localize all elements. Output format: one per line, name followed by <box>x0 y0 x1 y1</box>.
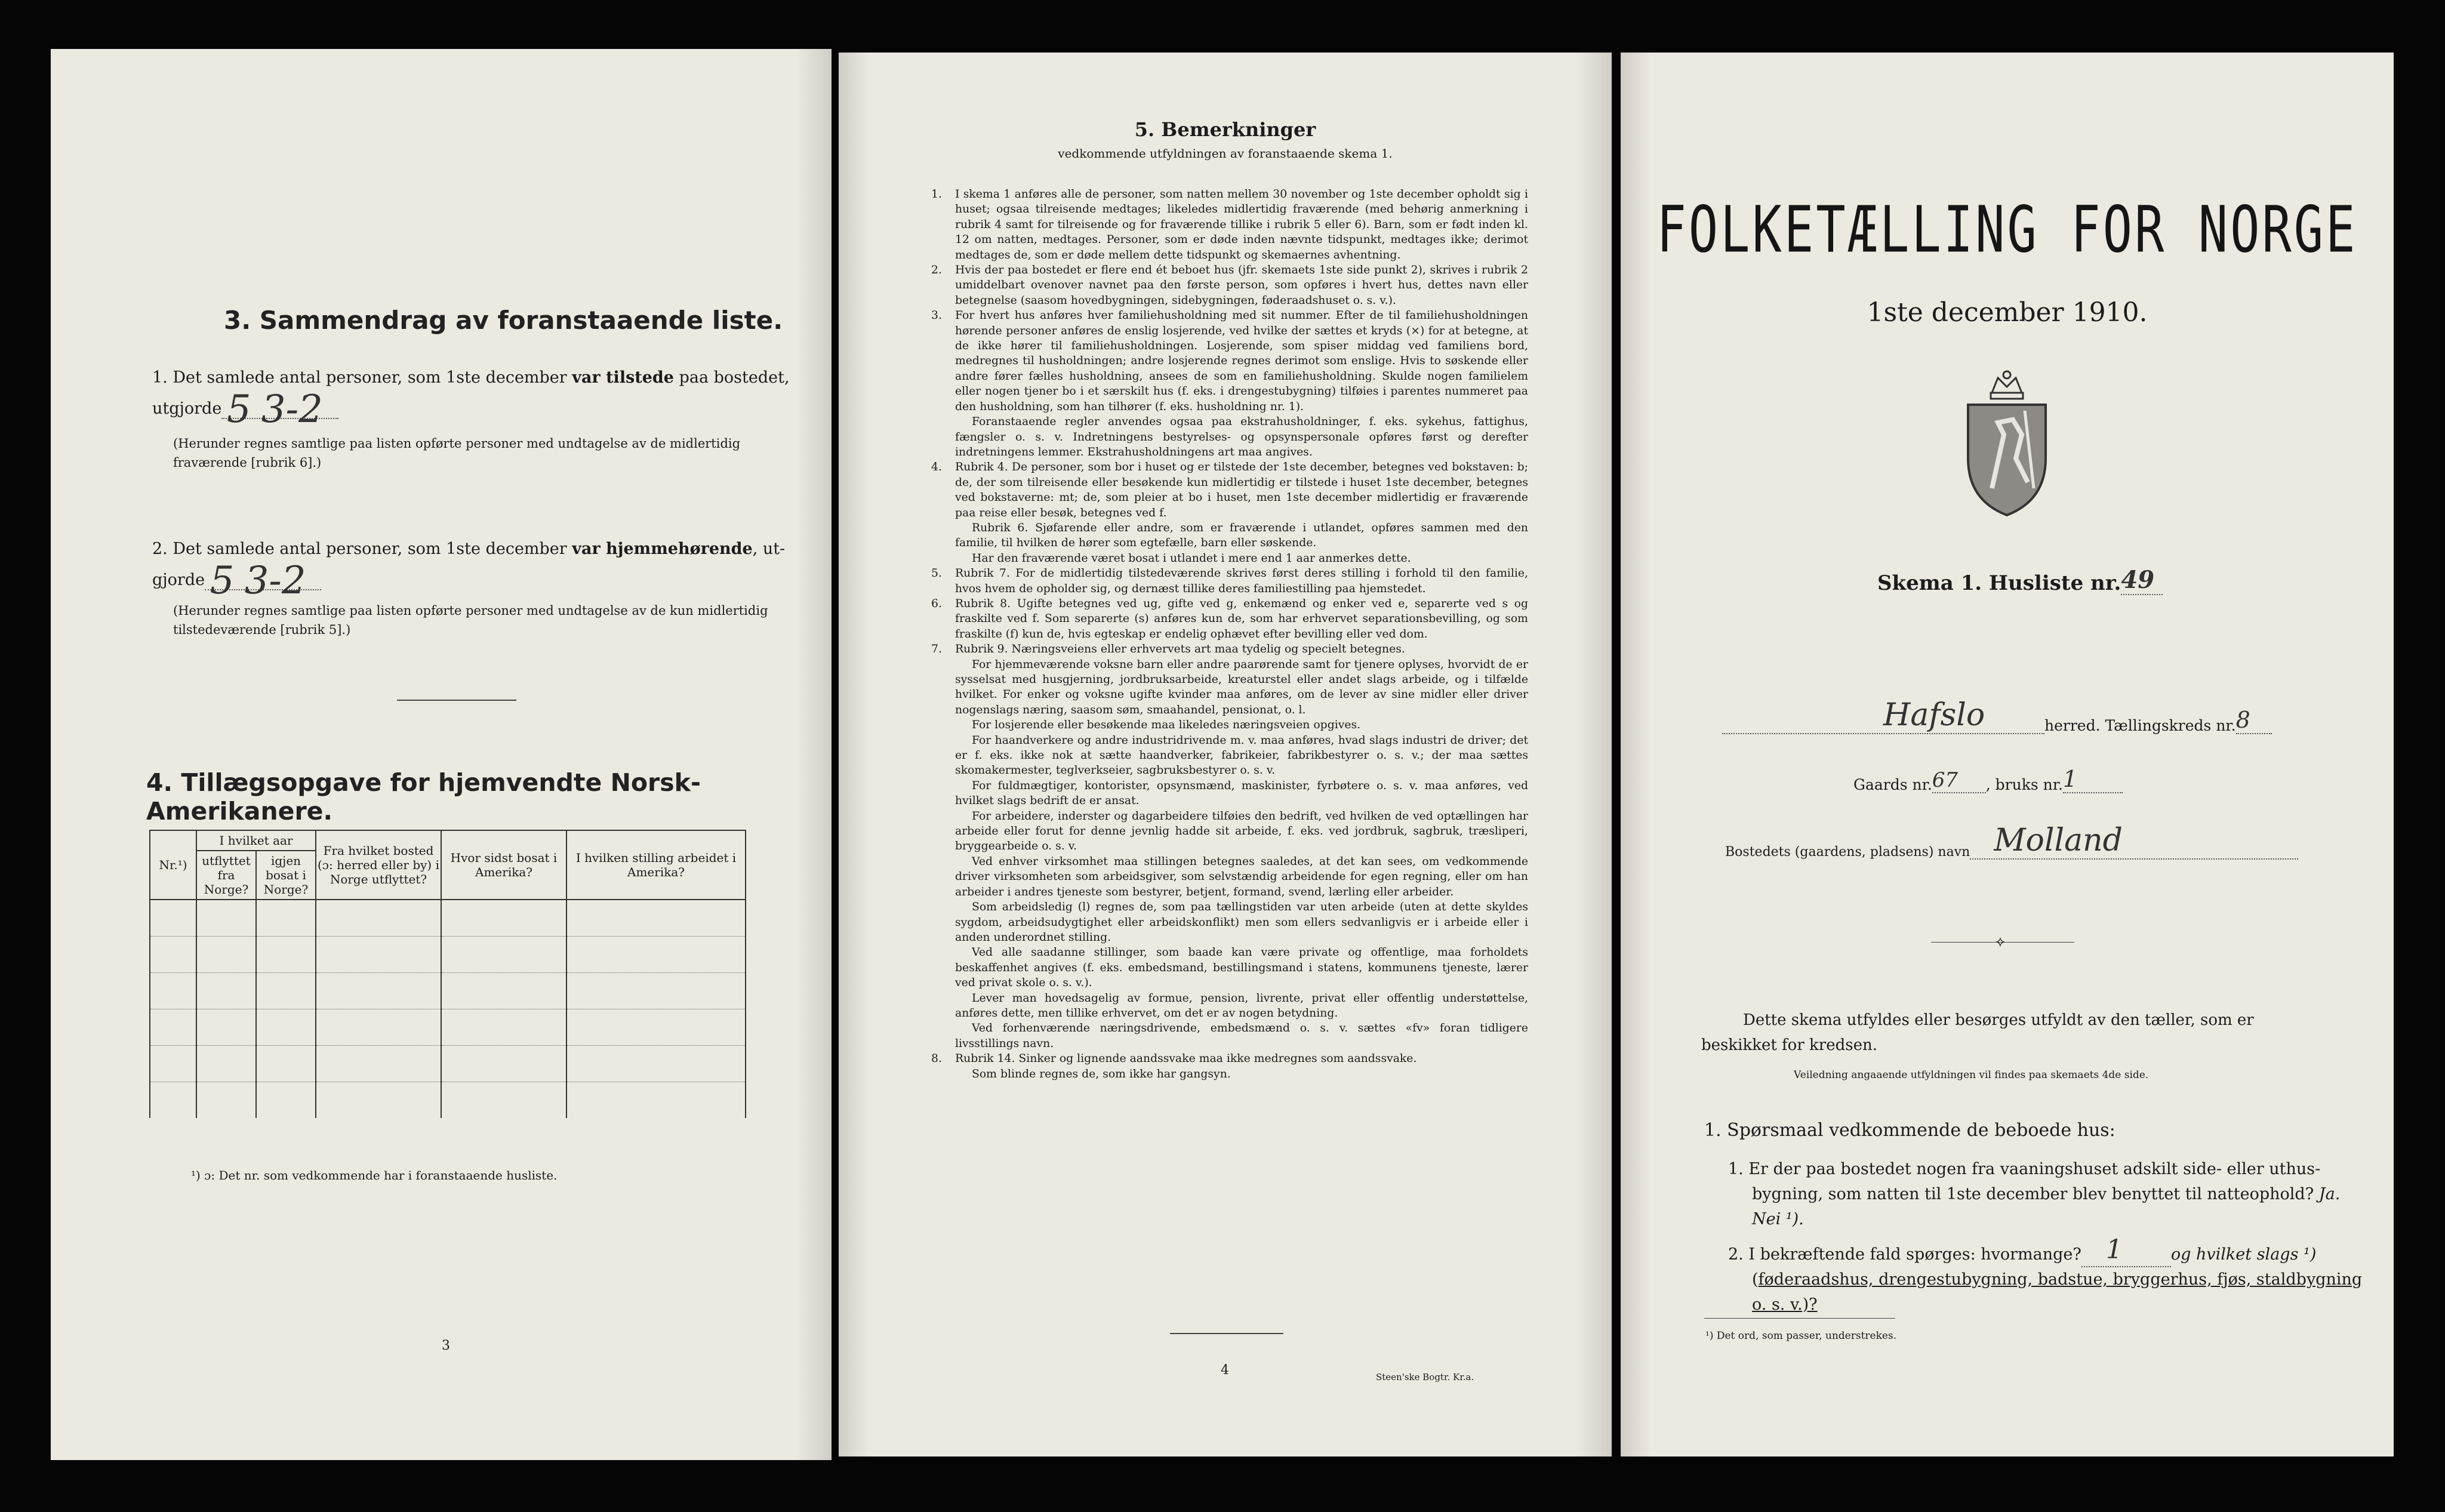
remark-item <box>931 263 1528 308</box>
remark-text: For losjerende eller besøkende maa likeledes næringsveien opgives. <box>972 719 1361 732</box>
front-page <box>1621 53 2394 1456</box>
page-shadow <box>839 53 869 1456</box>
bruks-value: 1 <box>2062 766 2078 792</box>
col-from-where: Fra hvilket bosted (ɔ: herred eller by) i Norge utflyttet? <box>316 830 441 900</box>
col-last-residence: Hvor sidst bosat i Amerika? <box>441 830 566 900</box>
col-occupation: I hvilken stilling arbeidet i Amerika? <box>566 830 746 900</box>
herred-line: Hafslo herred. Tællingskreds nr.8 <box>1722 697 2272 734</box>
q2-count-value: 1 <box>2105 1234 2123 1265</box>
herred-value: Hafslo <box>1883 697 1985 733</box>
remark-item <box>931 642 1528 657</box>
remark-text: Rubrik 6. Sjøfarende eller andre, som er fraværende i utlandet, opføres sammen med den familie, til hvilken de hører som egtefælle, barn eller søskende. <box>955 521 1528 550</box>
handwritten-count-resident: 5 <box>210 558 235 603</box>
handwritten-breakdown-resident: 3-2 <box>244 558 306 603</box>
handwritten-count-present: 5 <box>226 387 251 432</box>
gaards-value: 67 <box>1932 768 1959 792</box>
remark-item <box>931 551 1528 566</box>
remark-text: Som arbeidsledig (l) regnes de, som paa tællingstiden var uten arbeide (uten at dette skyldes sygdom, arbeidsudygtighet eller arbeidskonflikt) men som ellers sedvanligvis er i arbeide eller i anden underordnet stilling. <box>955 901 1528 944</box>
remark-text: Som blinde regnes de, som ikke har gangsyn. <box>972 1067 1231 1080</box>
remark-item <box>931 566 1528 596</box>
summary-item-1: 1. Det samlede antal personer, som 1ste december var tilstede paa bostedet, utgjorde 5 3-2 <box>152 368 790 432</box>
table-row <box>150 900 746 937</box>
krets-value: 8 <box>2235 707 2250 733</box>
page-4 <box>839 53 1612 1456</box>
handwritten-breakdown-present: 3-2 <box>261 387 323 432</box>
table-row <box>150 1009 746 1046</box>
page-number: 4 <box>1221 1363 1229 1378</box>
remark-text: Foranstaaende regler anvendes ogsaa paa ekstrahusholdninger, f. eks. sykehus, fattighus, fængsler o. s. v. Indretningens bestyrelses- og opsynspersonale opføres først og derefter indretningens lemmer. Ekstrahusholdningens art maa angives. <box>955 415 1528 458</box>
remark-item <box>931 521 1528 551</box>
remark-text: Rubrik 9. Næringsveiens eller erhvervets art maa tydelig og specielt betegnes. <box>955 643 1405 656</box>
intro-note: Veiledning angaaende utfyldningen vil findes paa skemaets 4de side. <box>1794 1069 2149 1081</box>
husliste-nr-value: 49 <box>2121 566 2155 594</box>
remark-item <box>931 778 1528 809</box>
right-footnote: ¹) Det ord, som passer, understrekes. <box>1705 1330 1897 1342</box>
summary-item-2: 2. Det samlede antal personer, som 1ste december var hjemmehørende, ut- gjorde 5 3-2 <box>152 540 786 603</box>
col-returned: igjen bosat i Norge? <box>256 851 316 900</box>
remark-text: Rubrik 4. De personer, som bor i huset og er tilstede der 1ste december, betegnes ved bokstaven: b; de, der som tilreisende eller besøkende kun midlertidig er tilstede i huset 1ste december, betegnes ved bokstaverne: mt; de, som pleier at bo i huset, men 1ste december midlertidig er fraværende paa reise eller besøk, betegnes ved f. <box>955 461 1528 519</box>
summary-note-1: (Herunder regnes samtlige paa listen opførte personer med undtagelse av de midlertidig fraværende [rubrik 6].) <box>173 436 741 470</box>
page-3 <box>51 49 832 1460</box>
remark-item <box>931 308 1528 414</box>
norsk-amerikanere-table <box>149 830 746 1118</box>
table-row <box>150 1046 746 1082</box>
remark-text: Rubrik 14. Sinker og lignende aandssvake maa ikke medregnes som aandssvake. <box>955 1052 1417 1066</box>
remark-item <box>931 414 1528 460</box>
census-title: FOLKETÆLLING FOR NORGE <box>1656 193 2358 267</box>
remark-item <box>931 596 1528 642</box>
answer-options: Ja. Nei ¹). <box>1752 1185 2341 1228</box>
gaards-line: Gaards nr.67 , bruks nr.1 <box>1853 766 2123 793</box>
divider <box>1704 1318 1895 1319</box>
remark-text: Rubrik 7. For de midlertidig tilstedeværende skrives først deres stilling i forhold til den familie, hvos hvem de opholder sig, og dernæst tillike deres familiestilling paa hjemstedet. <box>955 567 1528 595</box>
remarks-subtitle: vedkommende utfyldningen av foranstaaende skema 1. <box>1058 146 1393 161</box>
table-row <box>150 1082 746 1119</box>
remark-item <box>931 460 1528 521</box>
page-shadow <box>1576 53 1612 1456</box>
table-row <box>150 973 746 1009</box>
coat-of-arms-icon <box>1956 369 2058 518</box>
col-group-year: I hvilket aar <box>196 830 316 851</box>
divider <box>397 700 516 701</box>
questions-heading: 1. Spørsmaal vedkommende de beboede hus: <box>1704 1120 2115 1141</box>
ornament-icon: ⟡ <box>1996 933 2005 950</box>
col-emigrated: utflyttet fra Norge? <box>196 851 256 900</box>
table-row <box>150 937 746 973</box>
remark-number: 7. <box>931 643 942 656</box>
summary-note-2: (Herunder regnes samtlige paa listen opførte personer med undtagelse av de kun midlertidig tilstedeværende [rubrik 5].) <box>173 603 768 637</box>
remark-item <box>931 900 1528 945</box>
remark-number: 6. <box>931 597 942 610</box>
remark-item <box>931 1021 1528 1051</box>
page-shadow <box>796 49 832 1460</box>
intro-text: Dette skema utfyldes eller besørges utfyldt av den tæller, som er beskikket for kredsen. <box>1701 1011 2254 1054</box>
section4-title: 4. Tillægsopgave for hjemvendte Norsk-Amerikanere. <box>146 768 701 826</box>
remarks-title: 5. Bemerkninger <box>1134 118 1316 141</box>
remark-item <box>931 1067 1528 1082</box>
remark-text: Ved enhver virksomhet maa stillingen betegnes saaledes, at det kan sees, om vedkommende driver virksomheten som arbeidsgiver, som selvstændig arbeidende for egen regning, eller om han arbeider i andres tjeneste som bestyrer, betjent, formand, svend, lærling eller arbeider. <box>955 855 1528 898</box>
col-nr: Nr.¹) <box>150 830 196 900</box>
page-number: 3 <box>442 1338 450 1353</box>
remark-item <box>931 1051 1528 1066</box>
remark-text: Lever man hovedsagelig av formue, pension, livrente, privat eller offentlig understøttelse, anføres dette, men tillike erhvervet, om det er av nogen betydning. <box>955 991 1528 1020</box>
remark-text: Har den fraværende været bosat i utlandet i mere end 1 aar anmerkes dette. <box>972 552 1411 565</box>
remark-number: 5. <box>931 567 942 580</box>
remark-item <box>931 717 1528 732</box>
remark-item <box>931 657 1528 718</box>
remark-number: 8. <box>931 1052 942 1066</box>
remark-item <box>931 854 1528 900</box>
section3-title: 3. Sammendrag av foranstaaende liste. <box>224 306 783 335</box>
remark-text: For fuldmægtiger, kontorister, opsynsmænd, maskinister, fyrbøtere o. s. v. maa anføres, ved hvilket slags bedrift de er ansat. <box>955 779 1528 808</box>
remark-text: Ved forhenværende næringsdrivende, embedsmænd o. s. v. sættes «fv» foran tidligere livsstillings navn. <box>955 1022 1528 1050</box>
remark-number: 4. <box>931 461 942 474</box>
remark-item <box>931 991 1528 1021</box>
remark-text: For hvert hus anføres hver familiehusholdning med sit nummer. Efter de til familiehusholdningen hørende personer anføres de enslig losjerende, ved hvilke der sættes et kryds (×) for at betegne, at de ikke hører til familiehusholdningen. Losjerende, som spiser middag ved familiens bord, medregnes til husholdningen; andre losjerende regnes derimot som enslige. Hvis to søskende eller andre fører fælles husholdning, ansees de som en familiehusholdning. Skulde nogen familielem eller nogen tjener bo i et særskilt hus (f. eks. i drengestubygning) tilføies i parentes nummeret paa den husholdning, som han tilhører (f. eks. husholdning nr. 1). <box>955 309 1528 413</box>
remark-text: Ved alle saadanne stillinger, som baade kan være private og offentlige, maa forholdets beskaffenhet angives (f. eks. embedsmand, bestillingsmand i statens, kommunens tjeneste, lærer ved privat skole o. s. v.). <box>955 946 1528 990</box>
table-footnote: ¹) ɔ: Det nr. som vedkommende har i foranstaaende husliste. <box>191 1168 558 1182</box>
remark-text: Hvis der paa bostedet er flere end ét beboet hus (jfr. skemaets 1ste side punkt 2), skrives i rubrik 2 umiddelbart ovenover navnet paa den første person, som opføres i hvert hus, dettes navn eller betegnelse (saasom hovedbygningen, sidebygningen, føderaadshuset o. s. v.). <box>955 264 1528 307</box>
remark-text: For haandverkere og andre industridrivende m. v. maa anføres, hvad slags industri de driver; det er f. eks. ikke nok at sætte haandverker, fabrikeier, fabrikbestyrer o. s. v.; der maa sættes skomakermester, teglverkseier, sagbruksbestyrer o. s. v. <box>955 734 1528 777</box>
schema-heading: Skema 1. Husliste nr.49 <box>1877 566 2163 595</box>
remark-item <box>931 945 1528 990</box>
printer-imprint: Steen'ske Bogtr. Kr.a. <box>1376 1372 1474 1382</box>
remark-text: Rubrik 8. Ugifte betegnes ved ug, gifte ved g, enkemænd og enker ved e, separerte ved s og fraskilte ved f. Som separerte (s) anføres kun de, som har erhvervet separationsbevilling, og som fraskilte (f) kun de, hvis egteskap er endelig ophævet efter bevilling eller ved dom. <box>955 597 1528 640</box>
divider <box>1170 1333 1283 1334</box>
remark-item <box>931 733 1528 778</box>
remark-item <box>931 187 1528 263</box>
remark-text: I skema 1 anføres alle de personer, som natten mellem 30 november og 1ste december opholdt sig i huset; ogsaa tilreisende medtages; likeledes midlertidig fraværende (med behørig anmerkning i rubrik 4 samt for tilreisende og for fraværende tillike i rubrik 5 eller 6). Barn, som er født inden kl. 12 om natten, medtages. Personer, som er døde inden nævnte tidspunkt, medtages ikke; derimot medtages de, som er døde mellem dette tidspunkt og skemaernes avhentning. <box>955 188 1528 261</box>
question-1: 1. Er der paa bostedet nogen fra vaaningshuset adskilt side- eller uthus-bygning, som natten til 1ste december blev benyttet til natteophold? Ja. Nei ¹). <box>1728 1160 2341 1228</box>
question-2: 2. I bekræftende fald spørges: hvormange? 1 og hvilket slags ¹) (føderaadshus, drengestubygning, badstue, bryggerhus, fjøs, staldbygning o. s. v.)? <box>1728 1234 2363 1314</box>
bosted-line: Bostedets (gaardens, pladsens) navn Molland <box>1725 823 2298 860</box>
remark-number: 3. <box>931 309 942 322</box>
remarks-list <box>931 187 1528 1082</box>
remark-number: 2. <box>931 264 942 277</box>
census-date: 1ste december 1910. <box>1867 297 2148 328</box>
remark-number: 1. <box>931 188 942 201</box>
remark-text: For arbeidere, inderster og dagarbeidere tilføies den bedrift, ved hvilken de ved optællingen har arbeide eller forut for denne jevnlig hadde sit arbeide, f. eks. ved jordbruk, sagbruk, træsliperi, bryggearbeide o. s. v. <box>955 809 1528 853</box>
remark-text: For hjemmeværende voksne barn eller andre paarørende samt for tjenere oplyses, hvorvidt de er sysselsat med husgjerning, jordbruksarbeide, kreaturstel eller andet slags arbeide, og i tilfælde hvilket. For enker og voksne ugifte kvinder maa anføres, om de lever av sine midler eller driver nogenslags næring, saasom søm, smaahandel, pensionat, o. l. <box>955 658 1528 716</box>
bosted-value: Molland <box>1994 823 2123 858</box>
remark-item <box>931 809 1528 854</box>
